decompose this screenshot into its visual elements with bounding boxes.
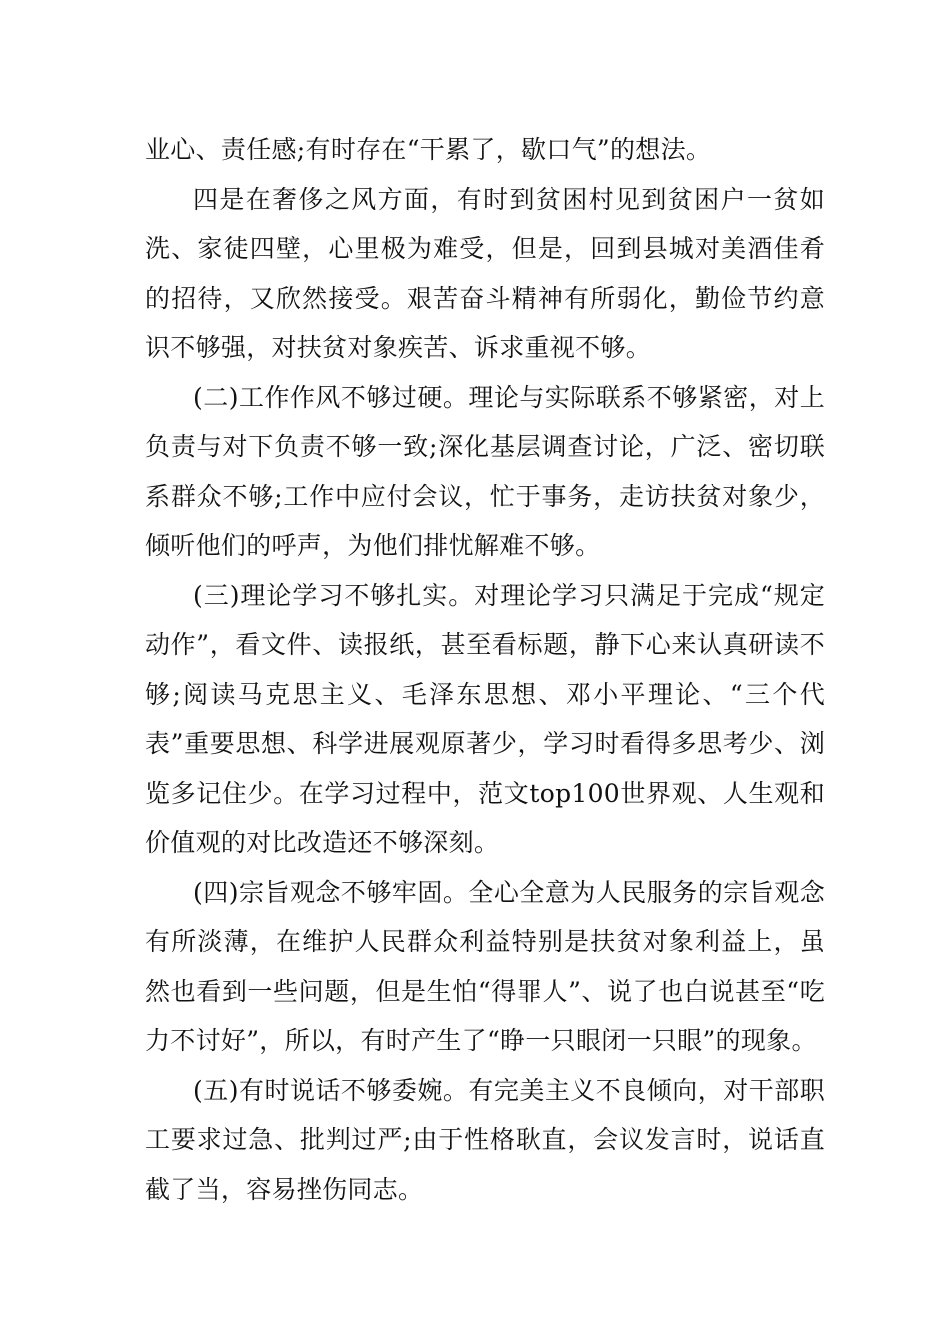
paragraph-theory-study: (三)理论学习不够扎实。对理论学习只满足于完成“规定动作”，看文件、读报纸，甚至看标题，静下心来认真研读不够;阅读马克思主义、毛泽东思想、邓小平理论、“三个代表”重要思想、科学进展观原著少，学习时看得多思考少、浏览多记住少。在学习过程中，范文top100世界观、人生观和价值观的对比改造还不够深刻。 bbox=[145, 580, 825, 857]
paragraph-continuation: 业心、责任感;有时存在“干累了，歇口气”的想法。 bbox=[145, 135, 712, 164]
paragraph-purpose-concept: (四)宗旨观念不够牢固。全心全意为人民服务的宗旨观念有所淡薄，在维护人民群众利益特别是扶贫对象利益上，虽然也看到一些问题，但是生怕“得罪人”、说了也白说甚至“吃力不讨好”，所以，有时产生了“睁一只眼闭一只眼”的现象。 bbox=[145, 877, 825, 1055]
document-body bbox=[145, 125, 825, 1214]
paragraph-speech-manner: (五)有时说话不够委婉。有完美主义不良倾向，对干部职工要求过急、批判过严;由于性格耿直，会议发言时，说话直截了当，容易挫伤同志。 bbox=[145, 1075, 825, 1204]
paragraph-work-style: (二)工作作风不够过硬。理论与实际联系不够紧密，对上负责与对下负责不够一致;深化基层调查讨论，广泛、密切联系群众不够;工作中应付会议，忙于事务，走访扶贫对象少，倾听他们的呼声，为他们排忧解难不够。 bbox=[145, 382, 825, 560]
paragraph-extravagance: 四是在奢侈之风方面，有时到贫困村见到贫困户一贫如洗、家徒四壁，心里极为难受，但是，回到县城对美酒佳肴的招待，又欣然接受。艰苦奋斗精神有所弱化，勤俭节约意识不够强，对扶贫对象疾苦、诉求重视不够。 bbox=[145, 184, 825, 362]
